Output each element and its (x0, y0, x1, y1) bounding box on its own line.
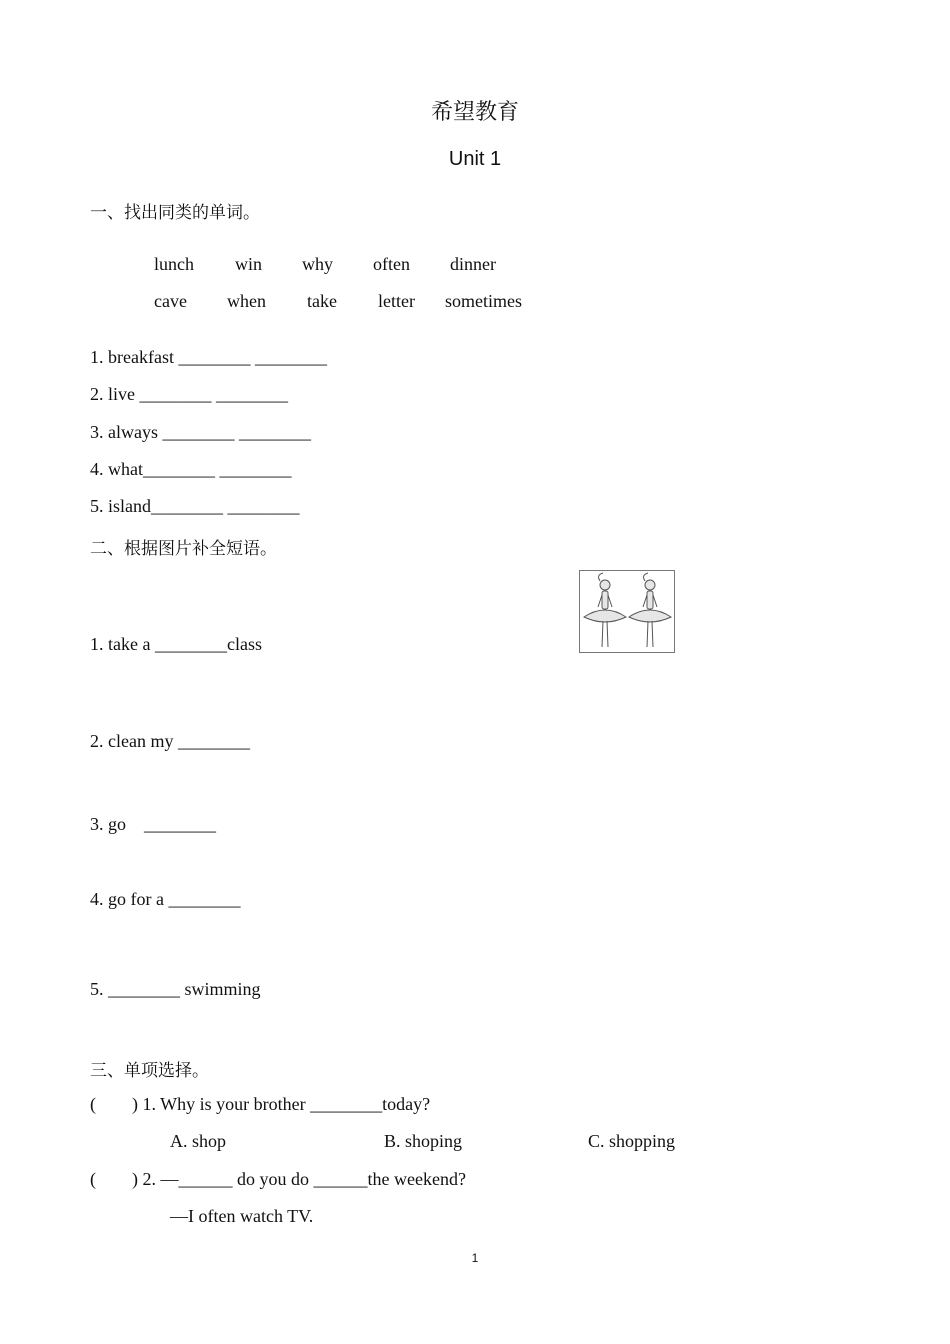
phrase-item: 4. go for a ________ (90, 889, 241, 909)
section-1-heading: 一、找出同类的单词。 (90, 203, 260, 223)
unit-title: Unit 1 (448, 148, 502, 170)
fill-item: 5. island________ ________ (90, 496, 300, 516)
word: lunch (154, 254, 194, 274)
question-2: ( ) 2. —______ do you do ______the weekend? (90, 1169, 466, 1189)
word: letter (378, 291, 415, 311)
ballet-dancers-icon (579, 570, 675, 653)
word: win (235, 254, 262, 274)
section-2-heading: 二、根据图片补全短语。 (90, 539, 277, 559)
fill-item: 2. live ________ ________ (90, 384, 288, 404)
word: why (302, 254, 333, 274)
question-1: ( ) 1. Why is your brother ________today? (90, 1094, 431, 1114)
phrase-item: 5. ________ swimming (90, 979, 261, 999)
word: sometimes (445, 291, 522, 311)
section-3-heading: 三、单项选择。 (90, 1061, 209, 1081)
word: when (227, 291, 266, 311)
word: often (373, 254, 410, 274)
option-a: A. shop (170, 1131, 227, 1151)
word: dinner (450, 254, 496, 274)
document-title: 希望教育 (430, 100, 519, 125)
phrase-item: 2. clean my ________ (90, 731, 250, 751)
option-b: B. shoping (384, 1131, 463, 1151)
fill-item: 4. what________ ________ (90, 459, 292, 479)
fill-item: 3. always ________ ________ (90, 422, 311, 442)
fill-item: 1. breakfast ________ ________ (90, 347, 327, 367)
option-c: C. shopping (588, 1131, 676, 1151)
page-number: 1 (471, 1251, 479, 1265)
phrase-item: 1. take a ________class (90, 634, 262, 654)
phrase-item: 3. go ________ (90, 814, 216, 834)
question-2-answer-line: —I often watch TV. (170, 1206, 314, 1226)
word: take (307, 291, 337, 311)
word: cave (154, 291, 187, 311)
